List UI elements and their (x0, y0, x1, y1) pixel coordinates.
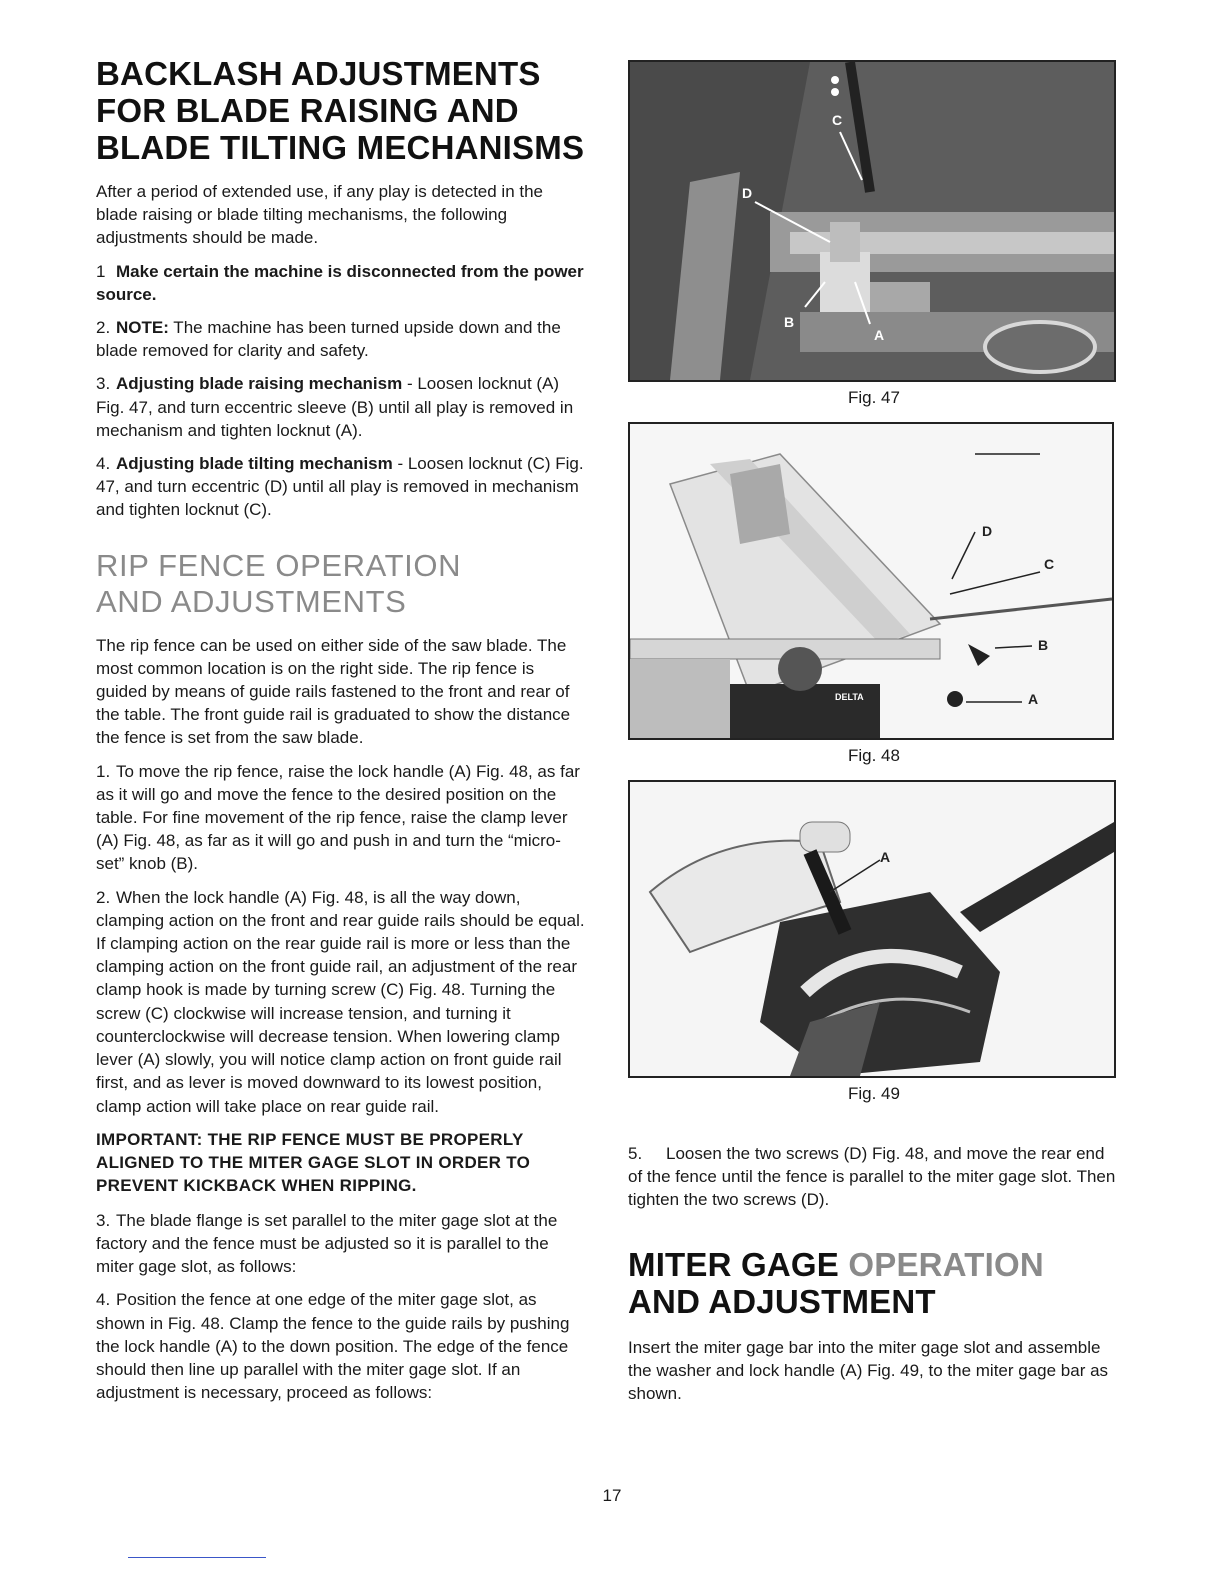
miter-heading-dark: MITER GAGE (628, 1245, 840, 1283)
figure-47-illustration (630, 62, 1114, 380)
backlash-step-1 (96, 260, 588, 306)
note-label: NOTE: (116, 318, 169, 338)
left-column (96, 55, 588, 1414)
figure-48-illustration (630, 424, 1112, 738)
step-bold-text: Adjusting blade raising mechanism (116, 374, 403, 394)
step-text: Position the fence at one edge of the miter gage slot, as shown in Fig. 48. Clamp the fence to the guide rails by pushing the lock handle (A) to the down position. The edge of the fence should then line up parallel with the miter gage slot. If an adjustment is necessary, proceed as follows: (96, 1290, 570, 1403)
step-number: 2. (96, 887, 111, 907)
figure-48-caption: Fig. 48 (848, 746, 900, 765)
rip-step-1 (96, 760, 588, 876)
step-bold-text: Make certain the machine is disconnected from the power source. (96, 261, 584, 304)
step-text: The machine has been turned upside down and the blade removed for clarity and safety. (96, 318, 561, 361)
step-text: The blade flange is set parallel to the miter gage slot at the factory and the fence must be adjusted so it is parallel to the miter gage slot, as follows: (96, 1210, 558, 1277)
backlash-heading (96, 55, 588, 166)
step-number: 1 (96, 261, 106, 281)
step-number: 3. (96, 1210, 111, 1230)
miter-gage-heading-line2: AND ADJUSTMENT (628, 1282, 936, 1320)
step-number: 4. (96, 1290, 111, 1310)
rip-step-3 (96, 1209, 588, 1279)
figure-49-photo (628, 780, 1116, 1078)
rip-fence-heading (96, 548, 588, 620)
step-number: 5. (628, 1144, 643, 1163)
fig48-label-d: D (982, 523, 993, 539)
step-text: To move the rip fence, raise the lock handle (A) Fig. 48, as far as it will go and move the fence to the desired position on the table. For fine movement of the rip fence, raise the clamp lever (A) Fig. 48, as far as it will go and push in and turn the “micro-set” knob (B). (96, 761, 580, 874)
backlash-heading-line1: BACKLASH ADJUSTMENTS (96, 55, 541, 92)
miter-gage-heading (628, 1246, 1120, 1320)
miter-gage-heading-line1 (628, 1246, 1120, 1283)
step-bold-text: Adjusting blade tilting mechanism (116, 454, 393, 474)
miter-heading-grey: OPERATION (848, 1245, 1044, 1283)
rip-step-5 (628, 1142, 1120, 1212)
fig47-label-b: B (784, 314, 795, 330)
right-column (628, 60, 1120, 1415)
miter-gage-text: Insert the miter gage bar into the miter gage slot and assemble the washer and lock handle (A) Fig. 49, to the miter gage bar as shown. (628, 1337, 1109, 1404)
figure-49-illustration (630, 782, 1114, 1076)
fig47-label-a: A (874, 327, 885, 343)
rip-fence-heading-line1: RIP FENCE OPERATION (96, 547, 462, 583)
backlash-step-4 (96, 452, 588, 522)
step-text: When the lock handle (A) Fig. 48, is all the way down, clamping action on the front and rear guide rails should be equal. If clamping action on the rear guide rail is more or less than the clamping action on the front guide rail, an adjustment of the rear clamp hook is made by turning screw (C) Fig. 48. Turning the screw (C) clockwise will increase tension, and turning it counterclockwise will decrease tension. When lowering clamp lever (A) slowly, you will notice clamp action on front guide rail first, and as lever is moved downward to its lowest position, clamp action will take place on rear guide rail. (96, 887, 585, 1116)
fig47-label-c: C (832, 112, 843, 128)
bottom-rule (128, 1557, 266, 1558)
figure-47-photo (628, 60, 1116, 382)
fig47-label-d: D (742, 185, 753, 201)
backlash-heading-line2: FOR BLADE RAISING AND (96, 92, 519, 129)
backlash-step-3 (96, 372, 588, 442)
step-number: 3. (96, 374, 111, 394)
fig48-label-c: C (1044, 556, 1055, 572)
step-text: - Loosen locknut (A) Fig. 47, and turn eccentric sleeve (B) until all play is removed in mechanism and tighten locknut (A). (96, 374, 574, 440)
figure-47-caption: Fig. 47 (848, 388, 900, 407)
step-number: 2. (96, 318, 111, 338)
rip-fence-intro: The rip fence can be used on either side of the saw blade. The most common location is on the right side. The rip fence is guided by means of guide rails fastened to the front and rear of the table. The front guide rail is graduated to show the distance the fence is set from the saw blade. (96, 635, 571, 748)
important-warning: IMPORTANT: THE RIP FENCE MUST BE PROPERLY ALIGNED TO THE MITER GAGE SLOT IN ORDER TO PREVENT KICKBACK WHEN RIPPING. (96, 1129, 531, 1195)
page-number: 17 (602, 1486, 622, 1505)
step-text: Loosen the two screws (D) Fig. 48, and move the rear end of the fence until the fence is parallel to the miter gage slot. Then tighten the two screws (D). (628, 1144, 1116, 1210)
rip-fence-heading-line2: AND ADJUSTMENTS (96, 583, 407, 619)
fig48-brand-label: DELTA (835, 692, 864, 702)
rip-step-2 (96, 886, 588, 1118)
figure-48-photo (628, 422, 1114, 740)
rip-step-4 (96, 1288, 588, 1404)
backlash-step-2 (96, 316, 588, 362)
fig49-label-a: A (880, 849, 891, 865)
figure-49-caption: Fig. 49 (848, 1084, 900, 1103)
step-number: 1. (96, 761, 111, 781)
fig48-label-a: A (1028, 691, 1039, 707)
backlash-heading-line3: BLADE TILTING MECHANISMS (96, 129, 585, 166)
backlash-intro: After a period of extended use, if any play is detected in the blade raising or blade tilting mechanisms, the following adjustments should be made. (96, 182, 544, 248)
step-text: - Loosen locknut (C) Fig. 47, and turn eccentric (D) until all play is removed in mechanism and tighten locknut (C). (96, 454, 584, 520)
fig48-label-b: B (1038, 637, 1049, 653)
step-number: 4. (96, 454, 111, 474)
